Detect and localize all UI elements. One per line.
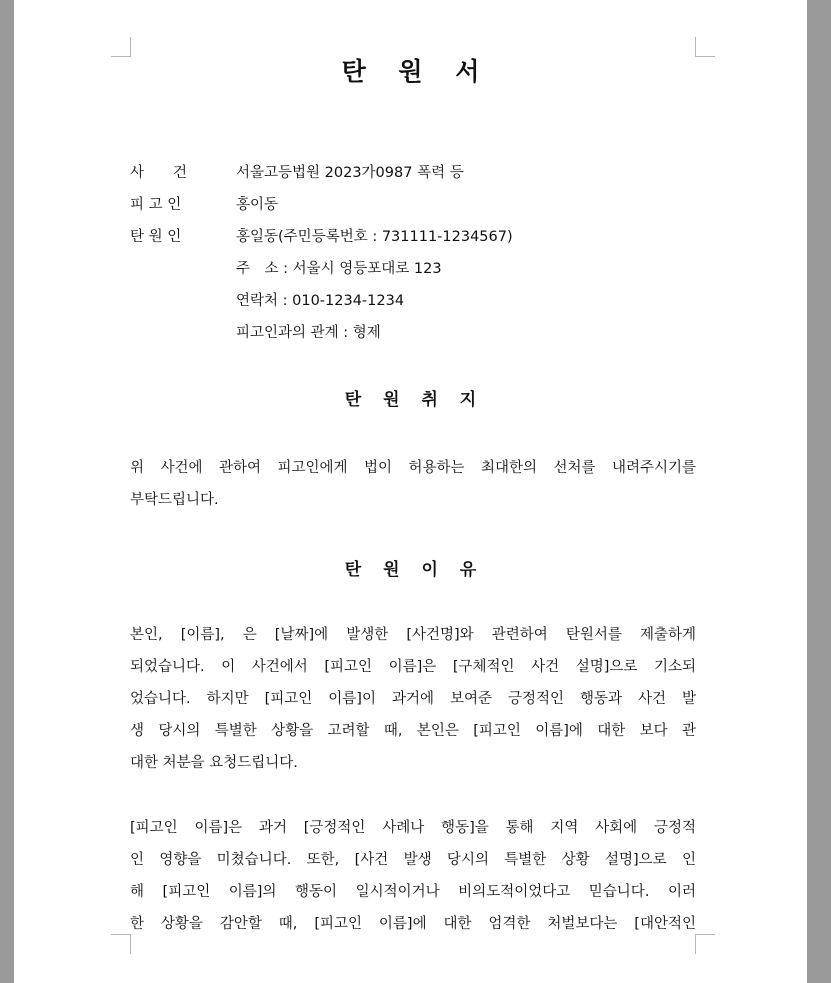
defendant-label: 피 고 인 xyxy=(130,197,182,213)
defendant-value: 홍이동 xyxy=(236,197,279,213)
petitioner-label: 탄 원 인 xyxy=(130,229,182,245)
paragraph-line: 해 [피고인 이름]의 행동이 일시적이거나 비의도적이었다고 믿습니다. 이러 xyxy=(130,884,696,900)
paragraph-line: 한 상황을 감안할 때, [피고인 이름]에 대한 엄격한 처벌보다는 [대안적인 xyxy=(130,916,696,932)
paragraph-line: 생 당시의 특별한 상황을 고려할 때, 본인은 [피고인 이름]에 대한 보다 관 xyxy=(130,723,696,739)
case-label: 사 건 xyxy=(130,165,188,181)
document-title: 탄 원 서 xyxy=(341,57,492,86)
petitioner-contact: 연락처 : 010-1234-1234 xyxy=(236,293,405,309)
paragraph-line: 본인, [이름], 은 [날짜]에 발생한 [사건명]와 관련하여 탄원서를 제출하게 xyxy=(130,627,696,643)
paragraph-line: 인 영향을 미쳤습니다. 또한, [사건 발생 당시의 특별한 상황 설명]으로 인 xyxy=(130,852,696,868)
reason-paragraph-1 xyxy=(130,619,696,779)
reason-heading: 탄 원 이 유 xyxy=(344,560,485,580)
reason-paragraph-2 xyxy=(130,812,696,940)
workspace-background xyxy=(807,0,831,983)
crop-mark-bottom-left xyxy=(111,934,131,954)
paragraph-line: 었습니다. 하지만 [피고인 이름]이 과거에 보여준 긍정적인 행동과 사건 발 xyxy=(130,691,696,707)
crop-mark-bottom-right xyxy=(695,934,715,954)
paragraph-line: [피고인 이름]은 과거 [긍정적인 사례나 행동]을 통해 지역 사회에 긍정적 xyxy=(130,820,696,836)
petitioner-value: 홍일동(주민등록번호 : 731111-1234567) xyxy=(236,229,513,245)
petitioner-address: 주 소 : 서울시 영등포대로 123 xyxy=(236,261,442,277)
purpose-paragraph xyxy=(130,452,696,516)
paragraph-line: 위 사건에 관하여 피고인에게 법이 허용하는 최대한의 선처를 내려주시기를 xyxy=(130,460,696,476)
paragraph-line: 대한 처분을 요청드립니다. xyxy=(130,755,298,771)
case-value: 서울고등법원 2023가0987 폭력 등 xyxy=(236,165,464,181)
paragraph-line: 되었습니다. 이 사건에서 [피고인 이름]은 [구체적인 사건 설명]으로 기소되 xyxy=(130,659,696,675)
purpose-heading: 탄 원 취 지 xyxy=(344,390,485,410)
paragraph-line: 부탁드립니다. xyxy=(130,492,219,508)
document-page xyxy=(14,0,807,983)
petitioner-relation: 피고인과의 관계 : 형제 xyxy=(236,325,381,341)
